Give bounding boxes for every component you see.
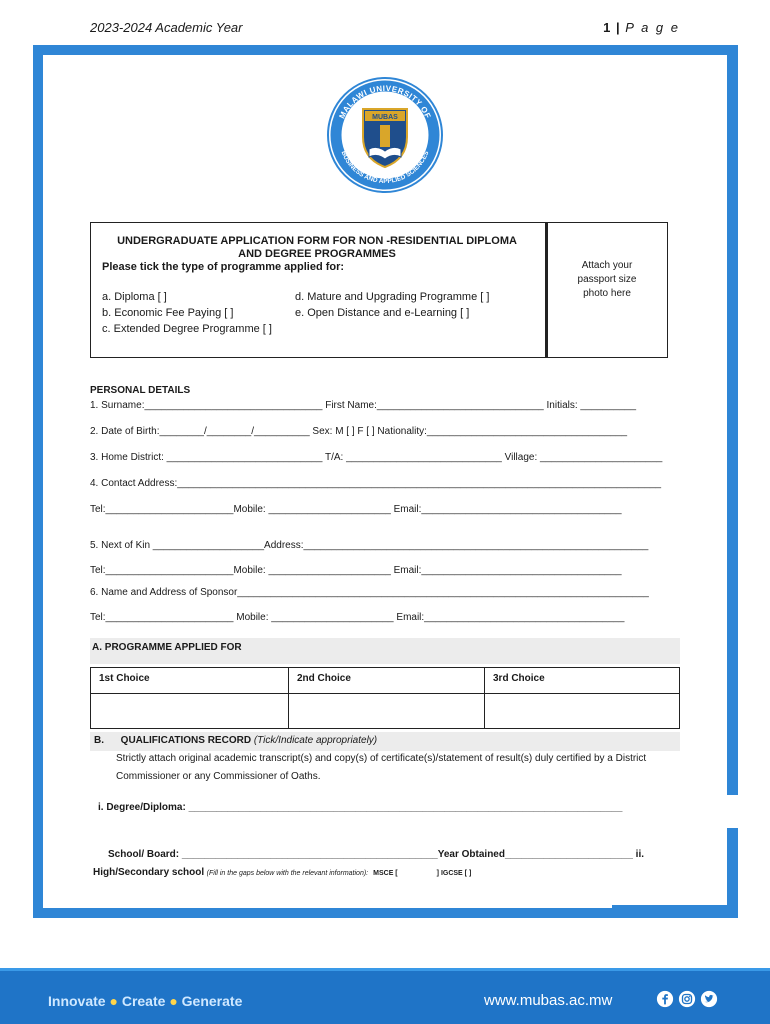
sponsor-tel-line[interactable]: Tel:_______________________ Mobile: ______________________ Email:____________________________________ (90, 612, 625, 623)
box-divider (545, 223, 548, 357)
option-extended-degree[interactable]: c. Extended Degree Programme [ ] (102, 323, 272, 335)
instagram-icon[interactable] (678, 990, 696, 1008)
footer-tagline: Innovate ● Create ● Generate (48, 993, 243, 1009)
option-mature-upgrading[interactable]: d. Mature and Upgrading Programme [ ] (295, 291, 490, 303)
first-choice-header: 1st Choice (91, 668, 289, 694)
option-diploma[interactable]: a. Diploma [ ] (102, 291, 167, 303)
frame-right (727, 45, 738, 795)
contact-tel-line[interactable]: Tel:_______________________Mobile: ______________________ Email:____________________________________ (90, 504, 622, 515)
third-choice-header: 3rd Choice (485, 668, 680, 694)
qualifications-heading: B. QUALIFICATIONS RECORD (Tick/Indicate appropriately) (94, 735, 378, 746)
high-school-line[interactable]: High/Secondary school (Fill in the gaps below with the relevant information): MSCE [ ] IGCSE [ ] (93, 867, 472, 878)
svg-text:MUBAS: MUBAS (372, 114, 398, 121)
dob-line[interactable]: 2. Date of Birth:________/________/__________ Sex: M [ ] F [ ] Nationality:____________________________________ (90, 426, 628, 437)
application-type-box (90, 222, 668, 358)
footer-top-line (0, 968, 770, 971)
surname-line[interactable]: 1. Surname:________________________________ First Name:______________________________ Initials: __________ (90, 400, 637, 411)
second-choice-header: 2nd Choice (289, 668, 485, 694)
option-open-distance[interactable]: e. Open Distance and e-Learning [ ] (295, 307, 470, 319)
programme-choices-table (90, 667, 680, 729)
first-choice-cell[interactable] (91, 694, 289, 729)
footer-website-link[interactable]: www.mubas.ac.mw (484, 992, 613, 1009)
programme-heading: A. PROGRAMME APPLIED FOR (92, 642, 242, 653)
tick-prompt: Please tick the type of programme applied for: (102, 261, 345, 273)
second-choice-cell[interactable] (289, 694, 485, 729)
option-economic-fee[interactable]: b. Economic Fee Paying [ ] (102, 307, 234, 319)
twitter-icon[interactable] (700, 990, 718, 1008)
kin-tel-line[interactable]: Tel:_______________________Mobile: ______________________ Email:____________________________________ (90, 565, 622, 576)
facebook-icon[interactable] (656, 990, 674, 1008)
third-choice-cell[interactable] (485, 694, 680, 729)
footer-bar (0, 968, 770, 1024)
degree-diploma-line[interactable]: i. Degree/Diploma: ______________________________________________________________________________ (98, 802, 623, 813)
university-logo (325, 75, 445, 195)
personal-details-heading: PERSONAL DETAILS (90, 385, 191, 396)
page-number: 1 | P a g e (603, 20, 680, 35)
form-title: UNDERGRADUATE APPLICATION FORM FOR NON -RESIDENTIAL DIPLOMA AND DEGREE PROGRAMMES (117, 235, 517, 260)
home-district-line[interactable]: 3. Home District: ____________________________ T/A: ____________________________ Village: ______________________ (90, 452, 663, 463)
sponsor-line[interactable]: 6. Name and Address of Sponsor__________________________________________________________________________ (90, 587, 649, 598)
photo-placeholder[interactable]: Attach your passport size photo here (577, 260, 637, 299)
frame-notch (612, 905, 738, 918)
academic-year: 2023-2024 Academic Year (90, 20, 243, 35)
school-board-line[interactable]: School/ Board: ______________________________________________Year Obtained_______________________ ii. (108, 849, 644, 860)
qualifications-instruction-2: Commissioner or any Commissioner of Oaths. (116, 771, 321, 782)
qualifications-instruction-1: Strictly attach original academic transcript(s) and copy(s) of certificate(s)/statement of result(s) duly certified by a District (116, 753, 647, 764)
next-of-kin-line[interactable]: 5. Next of Kin ____________________Address:______________________________________________________________ (90, 540, 649, 551)
svg-text:MALAWI UNIVERSITY OF: MALAWI UNIVERSITY OF (337, 83, 433, 121)
frame-left (33, 45, 43, 918)
frame-top (33, 45, 738, 55)
svg-text:BUSINESS AND APPLIED SCIENCES: BUSINESS AND APPLIED SCIENCES (339, 150, 431, 186)
contact-address-line[interactable]: 4. Contact Address:_______________________________________________________________________________________ (90, 478, 662, 489)
